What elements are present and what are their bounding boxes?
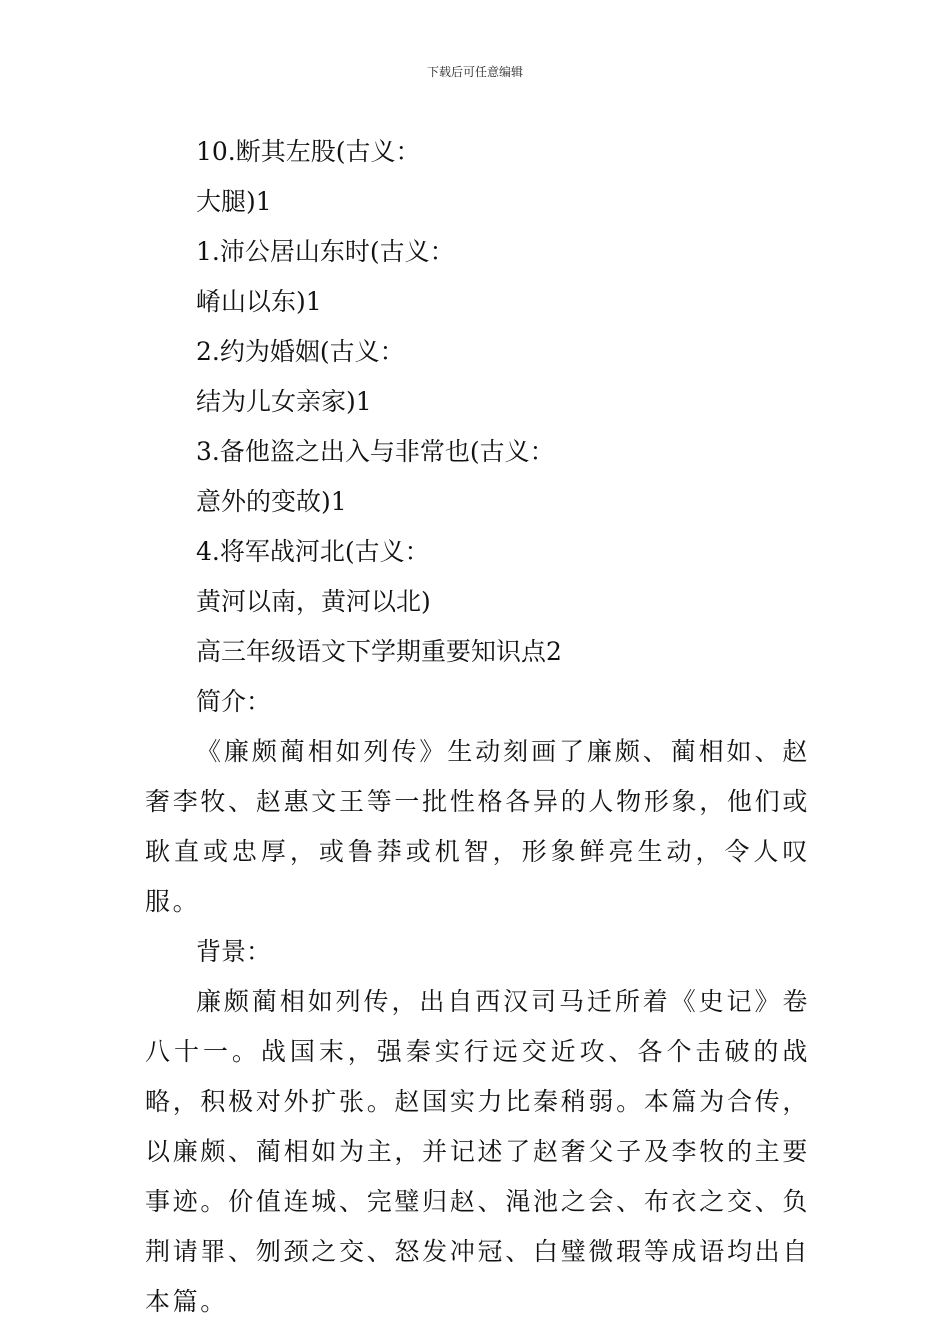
background-heading: 背景：: [196, 937, 272, 966]
page-header: 下载后可任意编辑: [426, 65, 523, 79]
text-line: 2.约为婚姻(古义：: [196, 337, 405, 366]
text-line: 结为儿女亲家)1: [196, 387, 372, 416]
document-body: [145, 127, 810, 1327]
text-line: 崤山以东)1: [196, 287, 322, 316]
text-line: 3.备他盗之出入与非常也(古义：: [196, 437, 555, 466]
text-line: 4.将军战河北(古义：: [196, 537, 430, 566]
background-paragraph: 廉颇蔺相如列传，出自西汉司马迁所着《史记》卷八十一。战国末，强秦实行远交近攻、各个击破的战略，积极对外扩张。赵国实力比秦稍弱。本篇为合传，以廉颇、蔺相如为主，并记述了赵奢父子及李牧的主要事迹。价值连城、完璧归赵、渑池之会、布衣之交、负荆请罪、刎颈之交、怒发冲冠、白璧微瑕等成语均出自本篇。: [145, 987, 810, 1316]
text-line: 黄河以南，黄河以北): [196, 587, 431, 616]
section-title: 高三年级语文下学期重要知识点2: [196, 637, 562, 666]
intro-heading: 简介：: [196, 687, 272, 716]
text-line: 大腿)1: [196, 187, 272, 216]
intro-paragraph: 《廉颇蔺相如列传》生动刻画了廉颇、蔺相如、赵奢李牧、赵惠文王等一批性格各异的人物形象，他们或耿直或忠厚，或鲁莽或机智，形象鲜亮生动，令人叹服。: [145, 737, 810, 916]
text-line: 意外的变故)1: [196, 487, 347, 516]
text-line: 10.断其左股(古义：: [196, 137, 421, 166]
text-line: 1.沛公居山东时(古义：: [196, 237, 455, 266]
